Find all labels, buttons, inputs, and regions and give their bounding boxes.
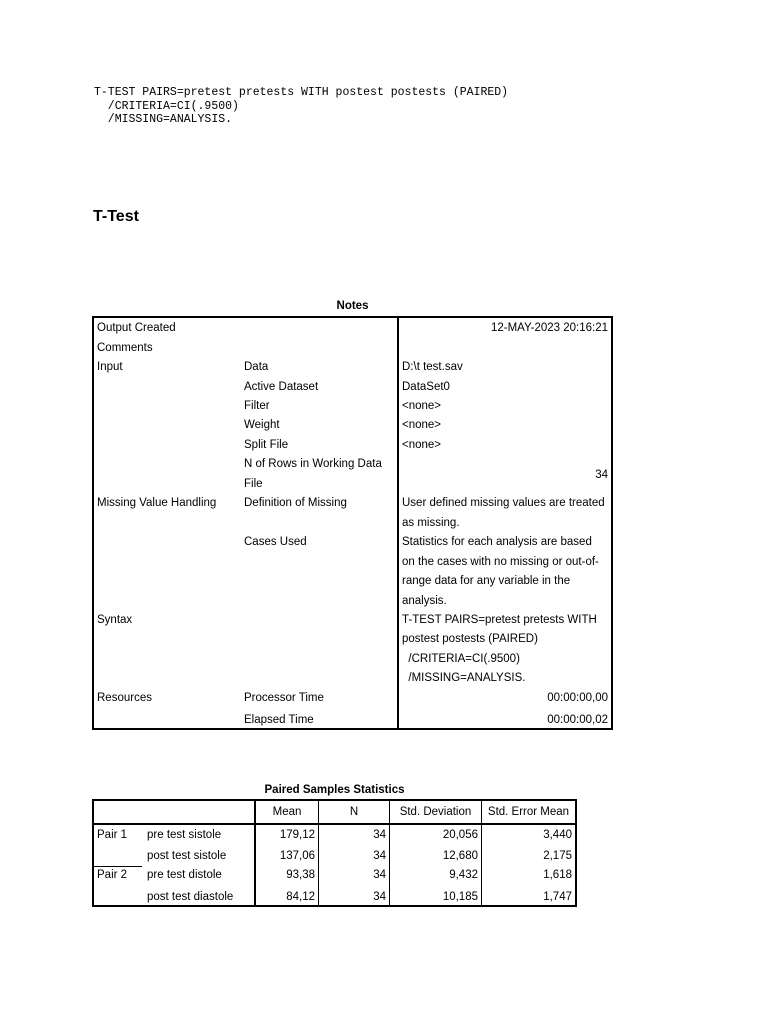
notes-label-active-dataset: Active Dataset bbox=[244, 381, 319, 393]
n-value: 34 bbox=[373, 829, 386, 841]
notes-value-cases-used-4: analysis. bbox=[402, 595, 447, 607]
header-std-deviation: Std. Deviation bbox=[399, 806, 472, 818]
variable-label: post test diastole bbox=[147, 891, 234, 903]
notes-value-filter: <none> bbox=[402, 400, 442, 412]
notes-label-resources: Resources bbox=[97, 692, 152, 704]
std-deviation-value: 12,680 bbox=[442, 850, 478, 862]
notes-label-cases-used: Cases Used bbox=[244, 536, 307, 548]
notes-label-processor-time: Processor Time bbox=[244, 692, 324, 704]
notes-value-elapsed-time: 00:00:00,02 bbox=[547, 714, 608, 726]
std-deviation-value: 9,432 bbox=[449, 869, 478, 881]
mean-value: 137,06 bbox=[279, 850, 315, 862]
variable-label: pre test distole bbox=[147, 869, 222, 881]
notes-label-definition-of-missing: Definition of Missing bbox=[244, 497, 347, 509]
n-value: 34 bbox=[373, 869, 386, 881]
syntax-block bbox=[94, 86, 508, 127]
notes-caption: Notes bbox=[336, 300, 369, 312]
pair-label: Pair 2 bbox=[97, 869, 128, 881]
notes-value-definition-1: User defined missing values are treated bbox=[402, 497, 605, 509]
std-deviation-value: 20,056 bbox=[442, 829, 478, 841]
std-error-value: 2,175 bbox=[543, 850, 572, 862]
notes-label-syntax: Syntax bbox=[97, 614, 133, 626]
header-mean: Mean bbox=[272, 806, 302, 818]
variable-label: pre test sistole bbox=[147, 829, 222, 841]
notes-label-output-created: Output Created bbox=[97, 322, 176, 334]
mean-value: 93,38 bbox=[286, 869, 315, 881]
header-n: N bbox=[349, 806, 359, 818]
syntax-line-3: /MISSING=ANALYSIS. bbox=[94, 113, 233, 126]
variable-label: post test sistole bbox=[147, 850, 227, 862]
notes-value-weight: <none> bbox=[402, 419, 442, 431]
n-value: 34 bbox=[373, 850, 386, 862]
notes-value-n-rows: 34 bbox=[595, 469, 608, 481]
header-std-error-mean: Std. Error Mean bbox=[487, 806, 570, 818]
std-error-value: 1,618 bbox=[543, 869, 572, 881]
notes-column-divider bbox=[397, 316, 399, 730]
notes-value-output-created: 12-MAY-2023 20:16:21 bbox=[490, 322, 608, 334]
paired-stats-caption: Paired Samples Statistics bbox=[264, 784, 405, 796]
notes-value-cases-used-1: Statistics for each analysis are based bbox=[402, 536, 592, 548]
notes-value-definition-2: as missing. bbox=[402, 517, 460, 529]
notes-value-processor-time: 00:00:00,00 bbox=[547, 692, 608, 704]
notes-value-syntax-3: /CRITERIA=CI(.9500) bbox=[402, 653, 520, 665]
std-error-value: 3,440 bbox=[543, 829, 572, 841]
notes-label-filter: Filter bbox=[244, 400, 270, 412]
notes-label-missing-value-handling: Missing Value Handling bbox=[97, 497, 217, 509]
syntax-line-2: /CRITERIA=CI(.9500) bbox=[94, 99, 239, 113]
notes-value-cases-used-3: range data for any variable in the bbox=[402, 575, 571, 587]
notes-label-data: Data bbox=[244, 361, 269, 373]
pair-label: Pair 1 bbox=[97, 829, 128, 841]
notes-value-data: D:\t test.sav bbox=[402, 361, 463, 373]
syntax-line-1: T-TEST PAIRS=pretest pretests WITH postest postests (PAIRED) bbox=[94, 86, 509, 99]
notes-label-weight: Weight bbox=[244, 419, 280, 431]
notes-label-comments: Comments bbox=[97, 342, 153, 354]
mean-value: 84,12 bbox=[286, 891, 315, 903]
notes-label-input: Input bbox=[97, 361, 123, 373]
notes-table-border bbox=[92, 316, 613, 730]
notes-value-syntax-1: T-TEST PAIRS=pretest pretests WITH bbox=[402, 614, 597, 626]
notes-label-n-rows-1: N of Rows in Working Data bbox=[244, 458, 382, 470]
std-error-value: 1,747 bbox=[543, 891, 572, 903]
n-value: 34 bbox=[373, 891, 386, 903]
notes-value-split-file: <none> bbox=[402, 439, 442, 451]
notes-label-n-rows-2: File bbox=[244, 478, 263, 490]
notes-value-syntax-2: postest postests (PAIRED) bbox=[402, 633, 538, 645]
std-deviation-value: 10,185 bbox=[442, 891, 478, 903]
notes-label-split-file: Split File bbox=[244, 439, 289, 451]
paired-stats-header-divider bbox=[92, 823, 577, 825]
notes-value-syntax-4: /MISSING=ANALYSIS. bbox=[402, 672, 526, 684]
notes-value-active-dataset: DataSet0 bbox=[402, 381, 450, 393]
section-heading: T-Test bbox=[93, 208, 139, 225]
notes-value-cases-used-2: on the cases with no missing or out-of- bbox=[402, 556, 599, 568]
notes-label-elapsed-time: Elapsed Time bbox=[244, 714, 314, 726]
mean-value: 179,12 bbox=[279, 829, 315, 841]
